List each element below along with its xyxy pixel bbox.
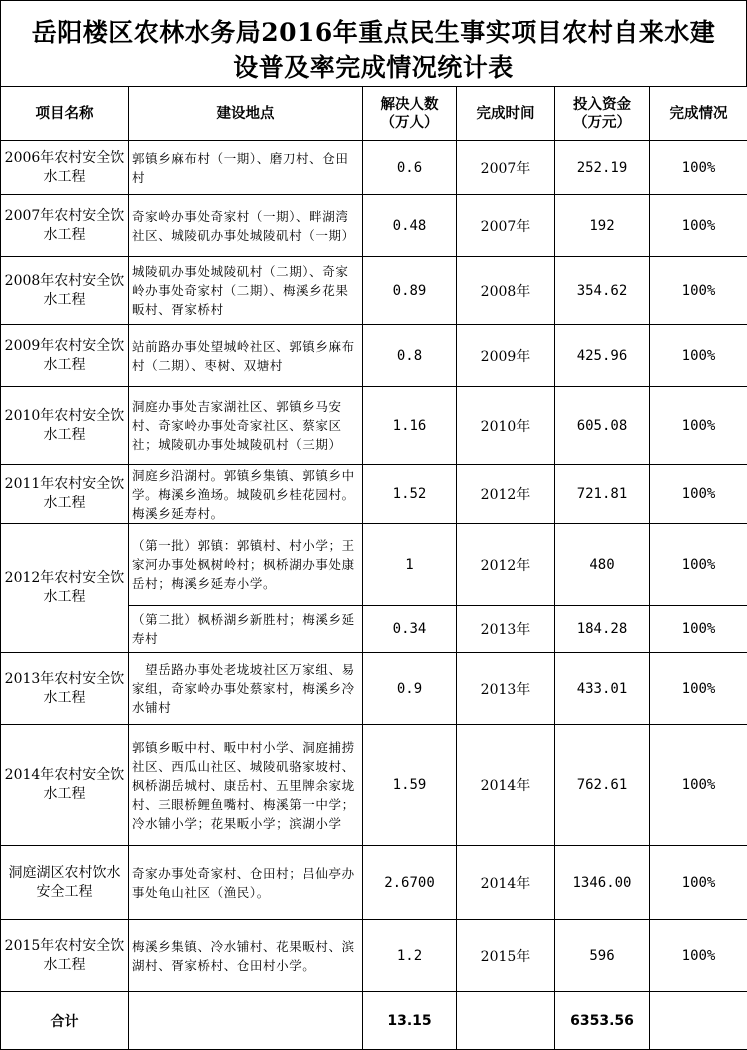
- title-line-1: 岳阳楼区农林水务局2016年重点民生事实项目农村自来水建: [1, 13, 746, 49]
- row-fund: 480: [555, 524, 650, 606]
- row-status: 100%: [650, 653, 747, 725]
- table-row: [1, 920, 747, 992]
- table-row: [1, 725, 747, 846]
- row-time: 2012年: [457, 524, 555, 606]
- row-time: 2014年: [457, 846, 555, 920]
- row-status: 100%: [650, 465, 747, 524]
- row-location: （第一批）郭镇：郭镇村、村小学；王家河办事处枫树岭村；枫桥湖办事处康岳村；梅溪乡延寿小学。: [129, 524, 363, 606]
- row-people: 0.9: [363, 653, 457, 725]
- row-name: 2013年农村安全饮水工程: [1, 653, 129, 725]
- row-name: 2015年农村安全饮水工程: [1, 920, 129, 992]
- total-location-empty: [129, 992, 363, 1050]
- table-row: [1, 524, 747, 606]
- row-fund: 184.28: [555, 606, 650, 653]
- row-status: 100%: [650, 846, 747, 920]
- row-people: 1.2: [363, 920, 457, 992]
- row-location: 郭镇乡麻布村（一期）、磨刀村、仓田村: [129, 141, 363, 195]
- row-status: 100%: [650, 325, 747, 387]
- row-location: 奇家岭办事处奇家村（一期）、畔湖湾社区、城陵矶办事处城陵矶村（一期）: [129, 195, 363, 257]
- row-time: 2014年: [457, 725, 555, 846]
- header-status: 完成情况: [650, 87, 747, 141]
- table-row: [1, 846, 747, 920]
- row-name: 2012年农村安全饮水工程: [1, 524, 129, 653]
- table-row: [1, 195, 747, 257]
- total-label: 合计: [1, 992, 129, 1050]
- total-fund: 6353.56: [555, 992, 650, 1050]
- row-name: 2007年农村安全饮水工程: [1, 195, 129, 257]
- row-time: 2015年: [457, 920, 555, 992]
- row-status: 100%: [650, 387, 747, 465]
- row-fund: 762.61: [555, 725, 650, 846]
- header-location: 建设地点: [129, 87, 363, 141]
- row-name: 2010年农村安全饮水工程: [1, 387, 129, 465]
- row-people: 1.59: [363, 725, 457, 846]
- header-time: 完成时间: [457, 87, 555, 141]
- row-status: 100%: [650, 257, 747, 325]
- table-row: [1, 325, 747, 387]
- document-title: [0, 0, 747, 87]
- row-status: 100%: [650, 195, 747, 257]
- table-row: [1, 141, 747, 195]
- row-name: 2009年农村安全饮水工程: [1, 325, 129, 387]
- row-time: 2008年: [457, 257, 555, 325]
- table-row: [1, 465, 747, 524]
- row-people: 1.16: [363, 387, 457, 465]
- row-people: 0.6: [363, 141, 457, 195]
- row-fund: 596: [555, 920, 650, 992]
- row-fund: 354.62: [555, 257, 650, 325]
- row-people: 2.6700: [363, 846, 457, 920]
- row-people: 1: [363, 524, 457, 606]
- total-status-empty: [650, 992, 747, 1050]
- row-location: （第二批）枫桥湖乡新胜村；梅溪乡延寿村: [129, 606, 363, 653]
- table-row: [1, 387, 747, 465]
- row-time: 2010年: [457, 387, 555, 465]
- row-name: 2006年农村安全饮水工程: [1, 141, 129, 195]
- total-people: 13.15: [363, 992, 457, 1050]
- table-row: [1, 653, 747, 725]
- row-location: 梅溪乡集镇、冷水铺村、花果畈村、滨湖村、胥家桥村、仓田村小学。: [129, 920, 363, 992]
- row-fund: 721.81: [555, 465, 650, 524]
- row-location: 望岳路办事处老垅坡社区万家组、易家组，奇家岭办事处蔡家村，梅溪乡冷水铺村: [129, 653, 363, 725]
- row-status: 100%: [650, 524, 747, 606]
- row-fund: 433.01: [555, 653, 650, 725]
- row-fund: 605.08: [555, 387, 650, 465]
- row-time: 2007年: [457, 195, 555, 257]
- total-row: [1, 992, 747, 1050]
- row-fund: 252.19: [555, 141, 650, 195]
- row-time: 2009年: [457, 325, 555, 387]
- total-time-empty: [457, 992, 555, 1050]
- row-location: 洞庭乡沿湖村。郭镇乡集镇、郭镇乡中学。梅溪乡渔场。城陵矶乡桂花园村。梅溪乡延寿村。: [129, 465, 363, 524]
- row-status: 100%: [650, 141, 747, 195]
- statistics-table: [0, 86, 747, 1050]
- row-location: 郭镇乡畈中村、畈中村小学、洞庭捕捞社区、西瓜山社区、城陵矶骆家坡村、枫桥湖岳城村、康岳村、五里牌余家垅村、三眼桥鲤鱼嘴村、梅溪第一中学；冷水铺小学；花果畈小学；滨湖小学: [129, 725, 363, 846]
- row-name: 洞庭湖区农村饮水安全工程: [1, 846, 129, 920]
- row-time: 2007年: [457, 141, 555, 195]
- row-location: 城陵矶办事处城陵矶村（二期）、奇家岭办事处奇家村（二期）、梅溪乡花果畈村、胥家桥村: [129, 257, 363, 325]
- header-name: 项目名称: [1, 87, 129, 141]
- row-status: 100%: [650, 920, 747, 992]
- row-location: 站前路办事处望城岭社区、郭镇乡麻布村（二期）、枣树、双塘村: [129, 325, 363, 387]
- header-people: 解决人数（万人）: [363, 87, 457, 141]
- row-location: 奇家办事处奇家村、仓田村；吕仙亭办事处龟山社区（渔民）。: [129, 846, 363, 920]
- row-people: 0.34: [363, 606, 457, 653]
- row-name: 2008年农村安全饮水工程: [1, 257, 129, 325]
- row-fund: 192: [555, 195, 650, 257]
- row-fund: 1346.00: [555, 846, 650, 920]
- row-status: 100%: [650, 725, 747, 846]
- table-row: [1, 257, 747, 325]
- row-people: 1.52: [363, 465, 457, 524]
- row-status: 100%: [650, 606, 747, 653]
- row-location: 洞庭办事处吉家湖社区、郭镇乡马安村、奇家岭办事处奇家社区、蔡家区社；城陵矶办事处城陵矶村（三期）: [129, 387, 363, 465]
- row-name: 2011年农村安全饮水工程: [1, 465, 129, 524]
- row-name: 2014年农村安全饮水工程: [1, 725, 129, 846]
- row-people: 0.8: [363, 325, 457, 387]
- row-time: 2013年: [457, 653, 555, 725]
- row-people: 0.48: [363, 195, 457, 257]
- row-time: 2012年: [457, 465, 555, 524]
- row-fund: 425.96: [555, 325, 650, 387]
- row-time: 2013年: [457, 606, 555, 653]
- row-people: 0.89: [363, 257, 457, 325]
- table-header-row: [1, 87, 747, 141]
- header-fund: 投入资金（万元）: [555, 87, 650, 141]
- title-line-2: 设普及率完成情况统计表: [1, 48, 746, 84]
